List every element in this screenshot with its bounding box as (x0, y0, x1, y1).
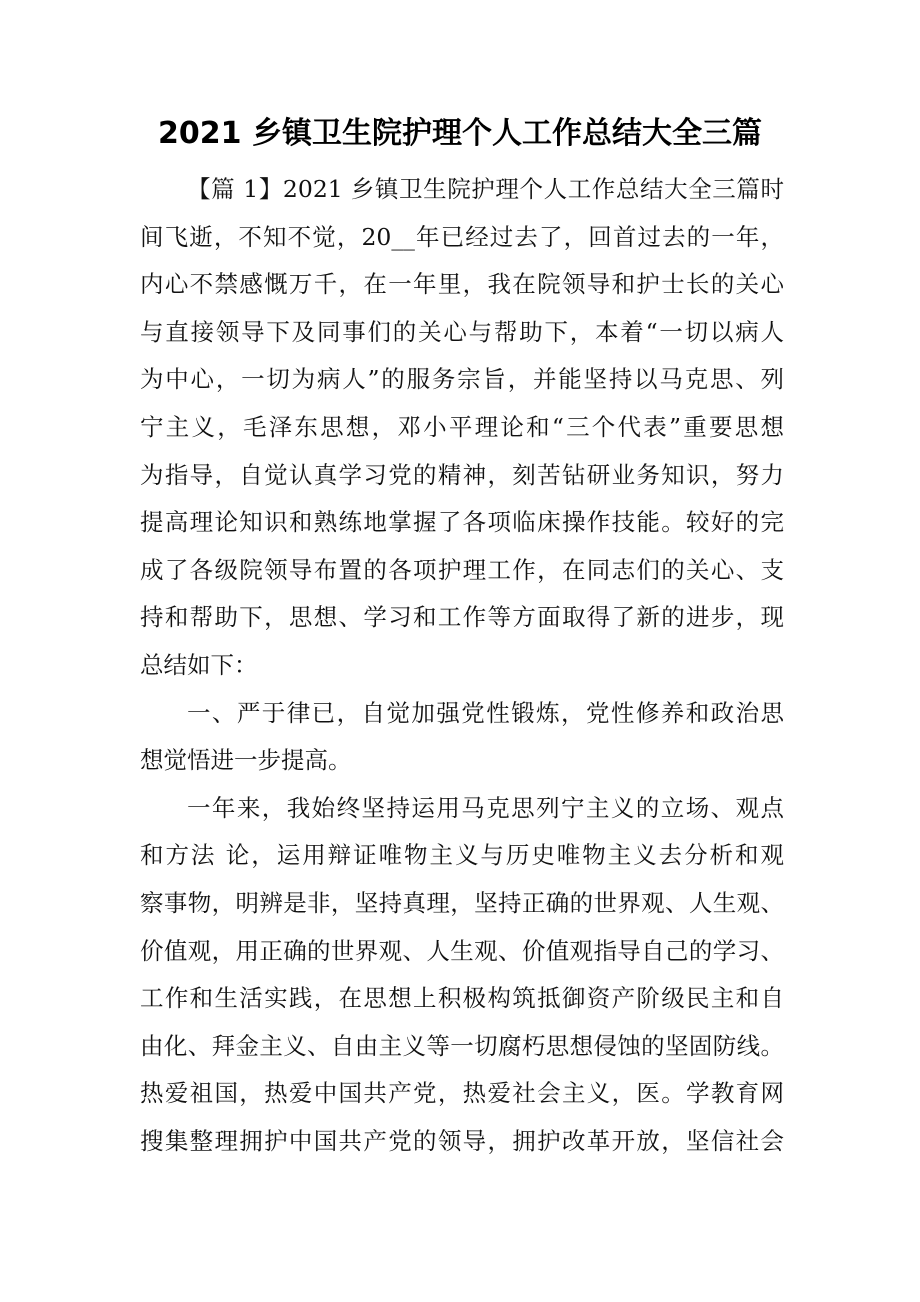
text-line: 与直接领导下及同事们的关心与帮助下，本着“一切以病人 (140, 317, 784, 346)
text-line: 热爱祖国，热爱中国共产党，热爱社会主义，医。学教育网 (140, 1079, 784, 1108)
text-line: 成了各级院领导布置的各项护理工作，在同志们的关心、支 (140, 555, 784, 584)
text-line: 价值观，用正确的世界观、人生观、价值观指导自己的学习、 (140, 936, 784, 965)
text-line: 宁主义，毛泽东思想，邓小平理论和“三个代表”重要思想 (140, 412, 784, 441)
text-line: 总结如下： (140, 650, 258, 679)
text-line: 和方法 论，运用辩证唯物主义与历史唯物主义去分析和观 (140, 841, 784, 870)
text-line: 为中心，一切为病人”的服务宗旨，并能坚持以马克思、列 (140, 365, 784, 394)
text-line: 由化、拜金主义、自由主义等一切腐朽思想侵蚀的坚固防线。 (140, 1031, 784, 1060)
document-body (140, 166, 784, 1165)
text-line: 工作和生活实践，在思想上积极构筑抵御资产阶级民主和自 (140, 984, 784, 1013)
document-title: 2021 乡镇卫生院护理个人工作总结大全三篇 (158, 116, 762, 151)
text-line: 提高理论知识和熟练地掌握了各项临床操作技能。较好的完 (140, 508, 784, 537)
text-line: 一年来，我始终坚持运用马克思列宁主义的立场、观点 (187, 793, 784, 822)
text-line: 想觉悟进一步提高。 (140, 746, 352, 775)
paragraph (140, 785, 784, 1166)
text-line: 一、严于律已，自觉加强党性锻炼，党性修养和政治思 (187, 698, 784, 727)
text-line: 察事物，明辨是非，坚持真理，坚持正确的世界观、人生观、 (140, 888, 784, 917)
text-line: 内心不禁感慨万千，在一年里，我在院领导和护士长的关心 (140, 270, 784, 299)
text-line: 间飞逝，不知不觉，20__年已经过去了，回首过去的一年， (140, 222, 784, 251)
paragraph (140, 166, 784, 690)
text-line: 持和帮助下，思想、学习和工作等方面取得了新的进步，现 (140, 603, 784, 632)
text-line: 【篇 1】2021 乡镇卫生院护理个人工作总结大全三篇时 (187, 175, 784, 203)
paragraph (140, 690, 784, 785)
text-line: 为指导，自觉认真学习党的精神，刻苦钻研业务知识，努力 (140, 460, 784, 489)
text-line: 搜集整理拥护中国共产党的领导，拥护改革开放，坚信社会 (140, 1126, 784, 1155)
